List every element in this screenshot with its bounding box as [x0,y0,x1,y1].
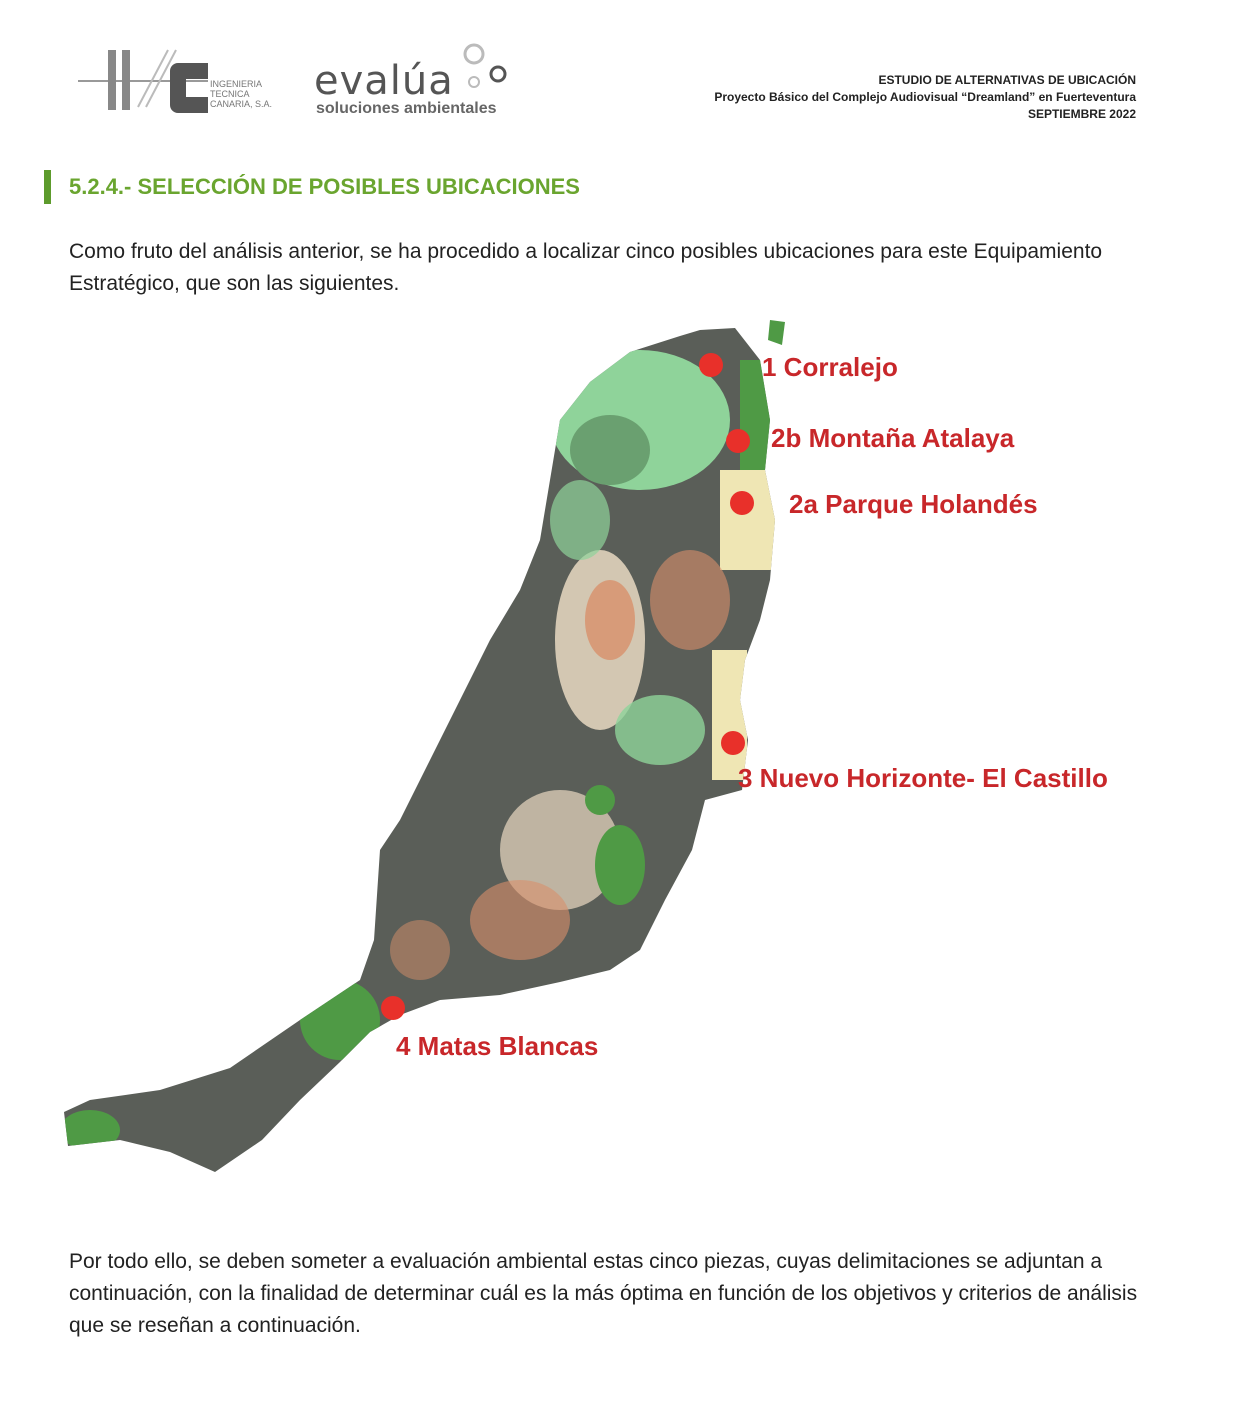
evalua-logo: evalúa soluciones ambientales [312,42,522,122]
fuerteventura-map [0,310,1242,1190]
itc-logo: INGENIERIA TECNICA CANARIA, S.A. [78,45,288,120]
pin-corralejo[interactable] [699,353,723,377]
label-parque-holandes: 2a Parque Holandés [789,489,1038,519]
section-bar [44,170,51,204]
label-matas-blancas: 4 Matas Blancas [396,1031,599,1061]
pin-matas-blancas[interactable] [381,996,405,1020]
pin-nuevo-horizonte[interactable] [721,731,745,755]
label-montana-atalaya: 2b Montaña Atalaya [771,423,1015,453]
label-nuevo-horizonte: 3 Nuevo Horizonte- El Castillo [738,763,1108,793]
circles-icon [452,42,522,92]
label-corralejo: 1 Corralejo [762,352,898,382]
conclusion-paragraph: Por todo ello, se deben someter a evaluación ambiental estas cinco piezas, cuyas delimitaciones se adjuntan a continuación, con la finalidad de determinar cuál es la más óptima en función de los objetivos y criterios de análisis que se reseñan a continuación. [69,1250,1138,1337]
land-use-patches [60,350,780,1150]
section-heading: 5.2.4.- SELECCIÓN DE POSIBLES UBICACIONES [44,170,580,204]
intro-paragraph: Como fruto del análisis anterior, se ha procedido a localizar cinco posibles ubicaciones para este Equipamiento Estratégico, que son las siguientes. [69,240,1103,295]
itc-logo-mark [78,45,208,120]
pin-parque-holandes[interactable] [730,491,754,515]
document-header: ESTUDIO DE ALTERNATIVAS DE UBICACIÓN Proyecto Básico del Complejo Audiovisual “Dreamland” en Fuerteventura SEPTIEMBRE 2022 [714,73,1136,121]
lobos-islet [768,320,785,345]
pin-montana-atalaya[interactable] [726,429,750,453]
